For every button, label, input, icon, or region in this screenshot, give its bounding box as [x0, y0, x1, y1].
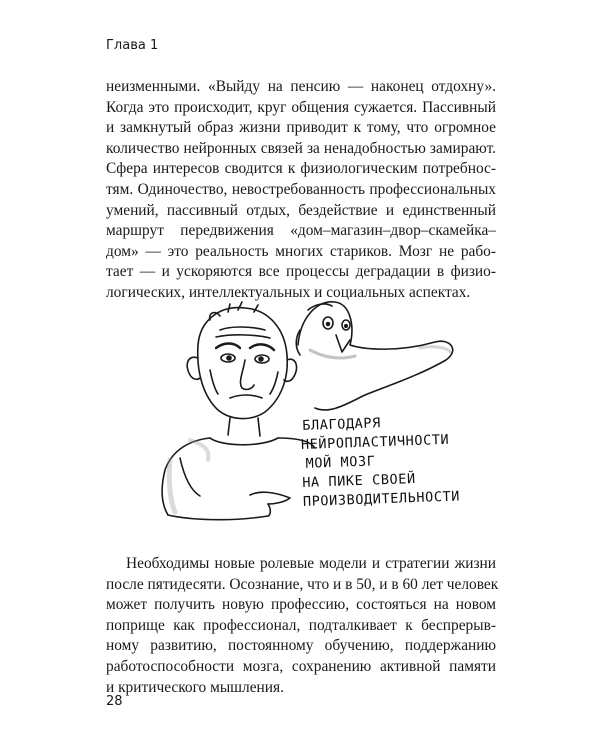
caption-line: НА ПИКЕ СВОЕЙ	[302, 471, 416, 491]
text-line: поприще как профессионал, подталкивает к беспрерыв-	[106, 616, 496, 634]
text-line: тям. Одиночество, невостребованность профессиональных	[106, 180, 496, 198]
text-line: логических, интеллектуальных и социальных аспектах.	[106, 283, 471, 301]
illustration-caption	[300, 411, 468, 512]
text-line: работоспособности мозга, сохранению активной памяти	[106, 657, 496, 675]
text-line: количество нейронных связей за ненадобностью замирают.	[106, 139, 496, 157]
text-line: после пятидесяти. Осознание, что и в 50, и в 60 лет человек	[106, 575, 499, 593]
caption-line: ПРОИЗВОДИТЕЛЬНОСТИ	[302, 488, 461, 510]
text-line: тает — и ускоряются все процессы деградации в физио-	[106, 263, 496, 281]
text-line: Когда это происходит, круг общения сужается. Пассивный	[106, 98, 496, 116]
text-line: может получить новую профессию, состояться на новом	[106, 596, 496, 614]
caption-line: БЛАГОДАРЯ	[302, 415, 382, 434]
text-line: маршрут передвижения «дом–магазин–двор–скамейка–	[106, 222, 496, 240]
text-line: ному развитию, постоянному обучению, поддержанию	[106, 637, 496, 655]
paragraph-2	[106, 554, 499, 698]
text-line: умений, пассивный отдых, бездействие и единственный	[106, 201, 496, 219]
caption-line: НЕЙРОПЛАСТИЧНОСТИ	[300, 431, 450, 453]
paragraph-1	[106, 77, 496, 304]
running-head: Глава 1	[106, 38, 159, 53]
text-line: дом» — это реальность многих стариков. Мозг не рабо-	[106, 242, 496, 260]
text-line: и замкнутый образ жизни приводит к тому, что огромное	[106, 119, 496, 137]
text-line: и критического мышления.	[106, 678, 284, 696]
text-line: Необходимы новые ролевые модели и стратегии жизни	[126, 555, 496, 572]
text-line: Сфера интересов сводится к физиологическим потребнос-	[106, 160, 496, 178]
caption-line: МОЙ МОЗГ	[305, 453, 376, 472]
page-number: 28	[106, 694, 123, 709]
text-line: неизменными. «Выйду на пенсию — наконец отдохну».	[106, 78, 496, 95]
